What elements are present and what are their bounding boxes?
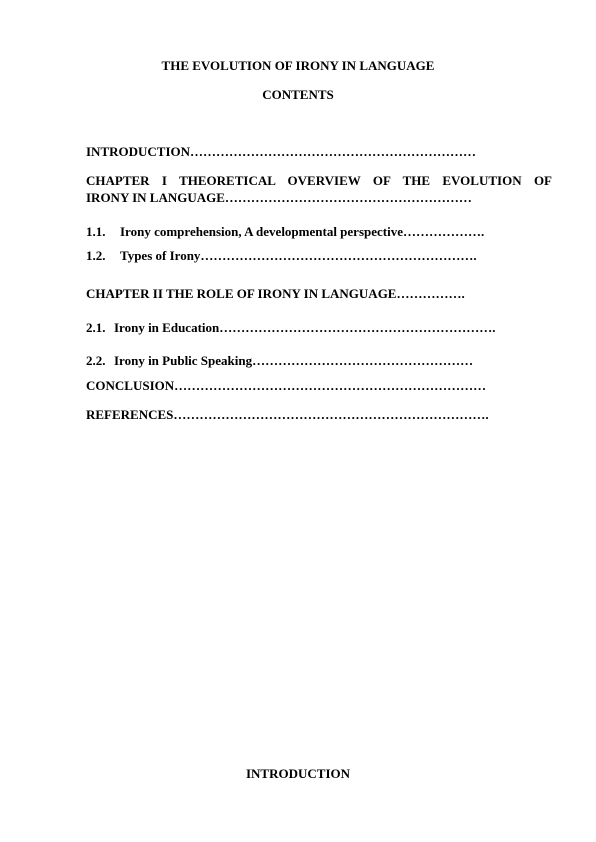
toc-item-2-1 [86,320,496,336]
toc-item-2-2 [86,353,473,369]
toc-item-1-2 [86,248,477,264]
section-heading-introduction: INTRODUCTION [245,766,350,781]
toc-item-1-1-number: 1.1. [86,224,106,239]
toc-item-1-1 [86,224,484,240]
toc-introduction: INTRODUCTION………………………………………………………… [86,144,477,159]
contents-heading: CONTENTS [262,87,334,102]
toc-item-2-2-number: 2.2. [86,353,106,368]
toc-item-1-2-text: Types of Irony………………………………………………………. [120,248,477,263]
toc-chapter2: CHAPTER II THE ROLE OF IRONY IN LANGUAGE……………. [86,286,465,301]
toc-item-2-1-number: 2.1. [86,320,106,335]
toc-item-1-1-text: Irony comprehension, A developmental perspective………………. [120,224,485,239]
toc-chapter1-line2: IRONY IN LANGUAGE………………………………………………… [86,190,472,205]
toc-conclusion: CONCLUSION……………………………………………………………… [86,378,487,393]
toc-chapter1-line1: CHAPTER I THEORETICAL OVERVIEW OF THE EVOLUTION OF [86,173,552,188]
toc-item-1-2-number: 1.2. [86,248,106,263]
document-title: THE EVOLUTION OF IRONY IN LANGUAGE [161,58,435,73]
toc-item-2-2-text: Irony in Public Speaking…………………………………………… [114,353,474,368]
toc-item-2-1-text: Irony in Education………………………………………………………. [114,320,496,335]
toc-references: REFERENCES………………………………………………………………. [86,407,489,422]
